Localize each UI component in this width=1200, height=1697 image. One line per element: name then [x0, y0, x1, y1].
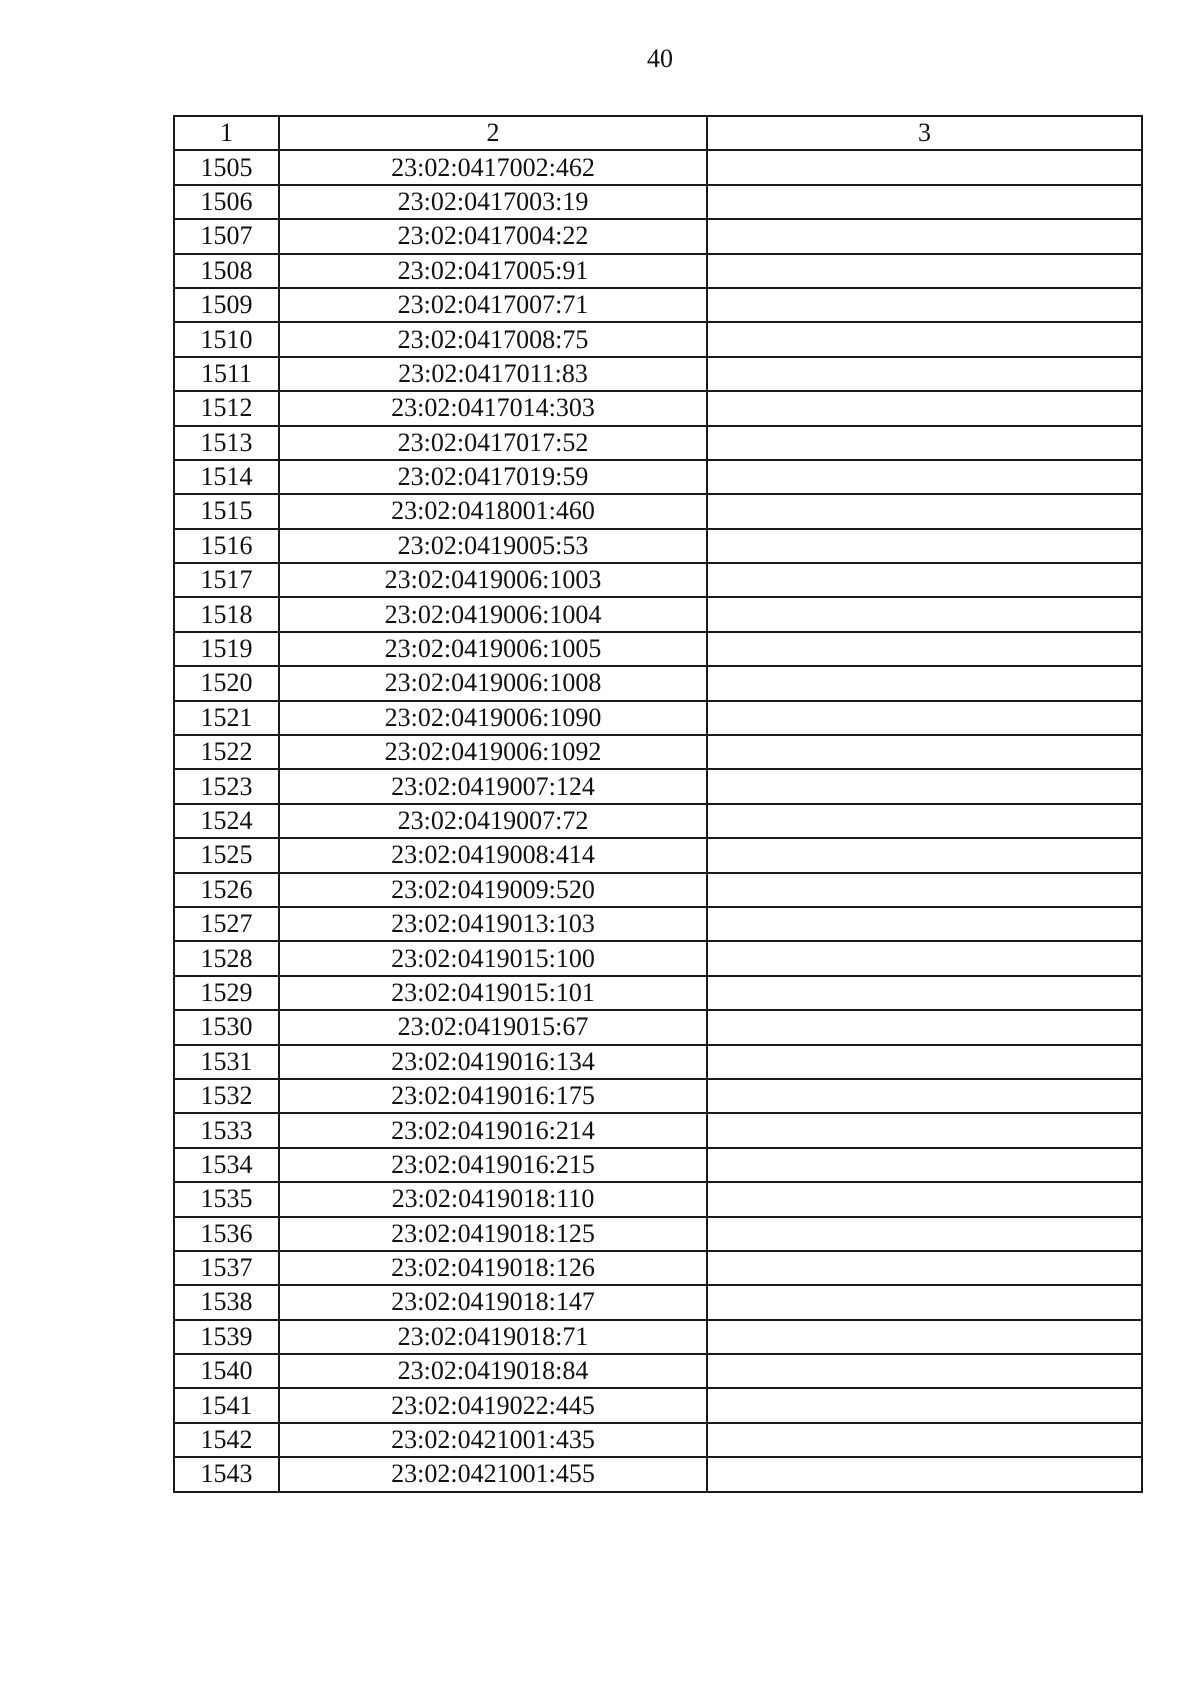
- table-row: [174, 185, 1142, 219]
- table-row: [174, 1354, 1142, 1388]
- row-number-cell: 1532: [174, 1079, 279, 1113]
- cadastral-number-cell: 23:02:0417005:91: [279, 254, 707, 288]
- cadastral-number-cell: 23:02:0419015:101: [279, 976, 707, 1010]
- cadastral-number-cell: 23:02:0419016:214: [279, 1113, 707, 1147]
- table-row: [174, 460, 1142, 494]
- row-number-cell: 1514: [174, 460, 279, 494]
- row-number-cell: 1526: [174, 873, 279, 907]
- note-cell: [707, 804, 1142, 838]
- note-cell: [707, 150, 1142, 184]
- note-cell: [707, 357, 1142, 391]
- table-row: [174, 666, 1142, 700]
- table-row: [174, 563, 1142, 597]
- note-cell: [707, 1182, 1142, 1216]
- table-row: [174, 873, 1142, 907]
- note-cell: [707, 597, 1142, 631]
- table-row: [174, 941, 1142, 975]
- column-header-1: 1: [174, 116, 279, 150]
- table-row: [174, 1285, 1142, 1319]
- table-row: [174, 1079, 1142, 1113]
- row-number-cell: 1518: [174, 597, 279, 631]
- cadastral-number-cell: 23:02:0418001:460: [279, 494, 707, 528]
- note-cell: [707, 563, 1142, 597]
- cadastral-number-cell: 23:02:0417004:22: [279, 219, 707, 253]
- table-row: [174, 1423, 1142, 1457]
- table-header-row: [174, 116, 1142, 150]
- row-number-cell: 1529: [174, 976, 279, 1010]
- cadastral-number-cell: 23:02:0417019:59: [279, 460, 707, 494]
- note-cell: [707, 254, 1142, 288]
- row-number-cell: 1511: [174, 357, 279, 391]
- row-number-cell: 1515: [174, 494, 279, 528]
- table-row: [174, 426, 1142, 460]
- row-number-cell: 1505: [174, 150, 279, 184]
- row-number-cell: 1521: [174, 701, 279, 735]
- cadastral-number-cell: 23:02:0419018:125: [279, 1217, 707, 1251]
- cadastral-number-cell: 23:02:0419013:103: [279, 907, 707, 941]
- cadastral-number-cell: 23:02:0419006:1005: [279, 632, 707, 666]
- row-number-cell: 1543: [174, 1457, 279, 1491]
- note-cell: [707, 1045, 1142, 1079]
- note-cell: [707, 1148, 1142, 1182]
- cadastral-number-cell: 23:02:0419018:71: [279, 1320, 707, 1354]
- cadastral-number-cell: 23:02:0419018:126: [279, 1251, 707, 1285]
- row-number-cell: 1538: [174, 1285, 279, 1319]
- row-number-cell: 1508: [174, 254, 279, 288]
- row-number-cell: 1528: [174, 941, 279, 975]
- table-body: [174, 116, 1142, 1492]
- note-cell: [707, 460, 1142, 494]
- cadastral-number-cell: 23:02:0419016:134: [279, 1045, 707, 1079]
- row-number-cell: 1533: [174, 1113, 279, 1147]
- cadastral-number-cell: 23:02:0419016:215: [279, 1148, 707, 1182]
- cadastral-number-cell: 23:02:0419006:1003: [279, 563, 707, 597]
- row-number-cell: 1513: [174, 426, 279, 460]
- table-row: [174, 288, 1142, 322]
- table-row: [174, 1182, 1142, 1216]
- cadastral-number-cell: 23:02:0421001:455: [279, 1457, 707, 1491]
- note-cell: [707, 219, 1142, 253]
- row-number-cell: 1542: [174, 1423, 279, 1457]
- column-header-2: 2: [279, 116, 707, 150]
- cadastral-number-cell: 23:02:0421001:435: [279, 1423, 707, 1457]
- cadastral-number-cell: 23:02:0419006:1008: [279, 666, 707, 700]
- note-cell: [707, 1457, 1142, 1491]
- note-cell: [707, 1217, 1142, 1251]
- page-number: 40: [647, 44, 673, 73]
- table-row: [174, 838, 1142, 872]
- cadastral-number-cell: 23:02:0419015:100: [279, 941, 707, 975]
- cadastral-number-cell: 23:02:0419006:1004: [279, 597, 707, 631]
- cadastral-number-cell: 23:02:0417008:75: [279, 322, 707, 356]
- note-cell: [707, 494, 1142, 528]
- cadastral-number-cell: 23:02:0419015:67: [279, 1010, 707, 1044]
- row-number-cell: 1534: [174, 1148, 279, 1182]
- note-cell: [707, 632, 1142, 666]
- note-cell: [707, 769, 1142, 803]
- note-cell: [707, 1251, 1142, 1285]
- table-row: [174, 1320, 1142, 1354]
- row-number-cell: 1541: [174, 1388, 279, 1422]
- table-row: [174, 1388, 1142, 1422]
- table-row: [174, 1457, 1142, 1491]
- table-row: [174, 219, 1142, 253]
- note-cell: [707, 1320, 1142, 1354]
- row-number-cell: 1536: [174, 1217, 279, 1251]
- table-row: [174, 150, 1142, 184]
- table-row: [174, 529, 1142, 563]
- table-row: [174, 1010, 1142, 1044]
- table-row: [174, 1113, 1142, 1147]
- note-cell: [707, 1285, 1142, 1319]
- row-number-cell: 1507: [174, 219, 279, 253]
- cadastral-number-cell: 23:02:0419006:1090: [279, 701, 707, 735]
- table-row: [174, 1251, 1142, 1285]
- note-cell: [707, 426, 1142, 460]
- note-cell: [707, 288, 1142, 322]
- row-number-cell: 1517: [174, 563, 279, 597]
- row-number-cell: 1523: [174, 769, 279, 803]
- note-cell: [707, 1423, 1142, 1457]
- cadastral-number-cell: 23:02:0419009:520: [279, 873, 707, 907]
- note-cell: [707, 735, 1142, 769]
- row-number-cell: 1522: [174, 735, 279, 769]
- cadastral-number-cell: 23:02:0419005:53: [279, 529, 707, 563]
- row-number-cell: 1520: [174, 666, 279, 700]
- cadastral-number-cell: 23:02:0419007:72: [279, 804, 707, 838]
- cadastral-number-cell: 23:02:0419018:84: [279, 1354, 707, 1388]
- row-number-cell: 1530: [174, 1010, 279, 1044]
- note-cell: [707, 391, 1142, 425]
- row-number-cell: 1537: [174, 1251, 279, 1285]
- row-number-cell: 1524: [174, 804, 279, 838]
- table-row: [174, 769, 1142, 803]
- cadastral-number-cell: 23:02:0419008:414: [279, 838, 707, 872]
- table-row: [174, 1045, 1142, 1079]
- note-cell: [707, 873, 1142, 907]
- table-row: [174, 254, 1142, 288]
- table-row: [174, 391, 1142, 425]
- note-cell: [707, 1010, 1142, 1044]
- cadastral-number-cell: 23:02:0417002:462: [279, 150, 707, 184]
- note-cell: [707, 1079, 1142, 1113]
- cadastral-number-cell: 23:02:0419016:175: [279, 1079, 707, 1113]
- row-number-cell: 1516: [174, 529, 279, 563]
- cadastral-number-cell: 23:02:0419007:124: [279, 769, 707, 803]
- table-row: [174, 1148, 1142, 1182]
- row-number-cell: 1527: [174, 907, 279, 941]
- note-cell: [707, 529, 1142, 563]
- note-cell: [707, 185, 1142, 219]
- cadastral-number-cell: 23:02:0417007:71: [279, 288, 707, 322]
- row-number-cell: 1539: [174, 1320, 279, 1354]
- cadastral-number-cell: 23:02:0417017:52: [279, 426, 707, 460]
- note-cell: [707, 976, 1142, 1010]
- cadastral-number-cell: 23:02:0417014:303: [279, 391, 707, 425]
- table-row: [174, 1217, 1142, 1251]
- table-row: [174, 597, 1142, 631]
- row-number-cell: 1510: [174, 322, 279, 356]
- row-number-cell: 1519: [174, 632, 279, 666]
- table-row: [174, 701, 1142, 735]
- note-cell: [707, 701, 1142, 735]
- row-number-cell: 1531: [174, 1045, 279, 1079]
- note-cell: [707, 1388, 1142, 1422]
- cadastral-number-cell: 23:02:0419022:445: [279, 1388, 707, 1422]
- cadastral-number-cell: 23:02:0417011:83: [279, 357, 707, 391]
- table-row: [174, 804, 1142, 838]
- table-row: [174, 357, 1142, 391]
- table-row: [174, 976, 1142, 1010]
- row-number-cell: 1535: [174, 1182, 279, 1216]
- note-cell: [707, 322, 1142, 356]
- row-number-cell: 1512: [174, 391, 279, 425]
- data-table: [173, 115, 1143, 1493]
- table-row: [174, 494, 1142, 528]
- note-cell: [707, 941, 1142, 975]
- note-cell: [707, 838, 1142, 872]
- cadastral-number-cell: 23:02:0419018:147: [279, 1285, 707, 1319]
- table-row: [174, 907, 1142, 941]
- table-row: [174, 735, 1142, 769]
- column-header-3: 3: [707, 116, 1142, 150]
- row-number-cell: 1506: [174, 185, 279, 219]
- note-cell: [707, 666, 1142, 700]
- cadastral-number-cell: 23:02:0419006:1092: [279, 735, 707, 769]
- cadastral-number-cell: 23:02:0419018:110: [279, 1182, 707, 1216]
- note-cell: [707, 1113, 1142, 1147]
- row-number-cell: 1540: [174, 1354, 279, 1388]
- table-row: [174, 632, 1142, 666]
- row-number-cell: 1509: [174, 288, 279, 322]
- note-cell: [707, 1354, 1142, 1388]
- note-cell: [707, 907, 1142, 941]
- cadastral-number-cell: 23:02:0417003:19: [279, 185, 707, 219]
- row-number-cell: 1525: [174, 838, 279, 872]
- table-row: [174, 322, 1142, 356]
